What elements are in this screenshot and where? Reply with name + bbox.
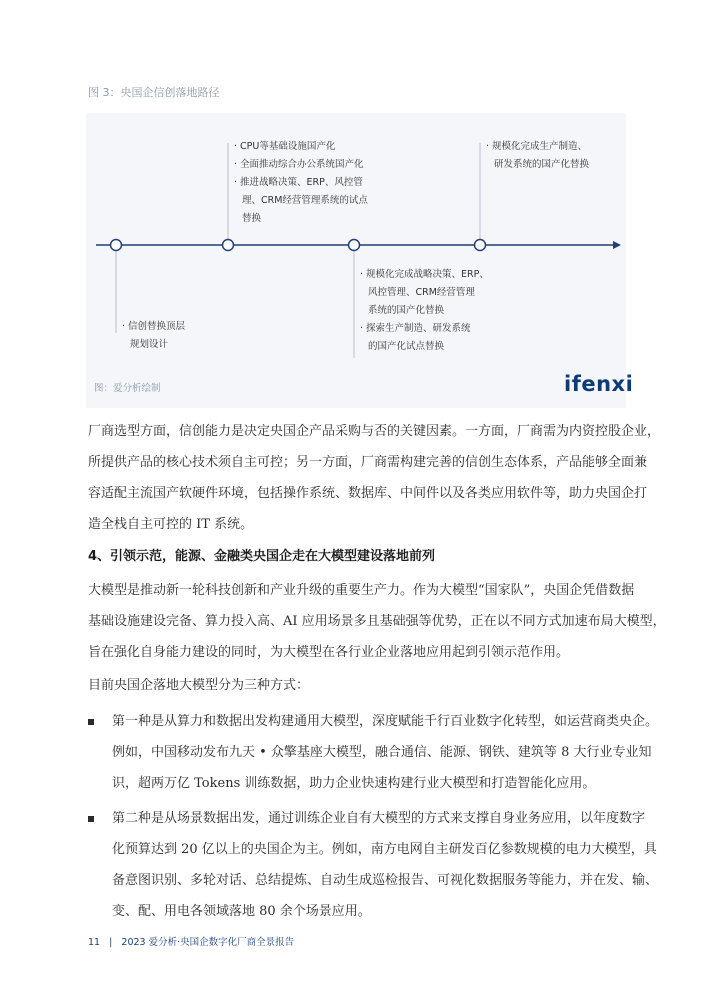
milestone-line: 规划设计 [130,339,169,350]
milestone-2-text [234,138,368,228]
bullet-item-2 [112,803,659,927]
report-title: 2023 爱分析·央国企数字化厂商全景报告 [121,937,295,948]
figure-caption: 图 3：央国企信创落地路径 [88,86,220,99]
milestone-line: · 探索生产制造、研发系统 [360,323,471,334]
milestone-1-text [122,318,185,354]
paragraph-line: 大模型是推动新一轮科技创新和产业升级的重要生产力。作为大模型“国家队”，央国企凭借数据 [88,583,635,598]
bullet-line: 识，超两万亿 Tokens 训练数据，助力企业快速构建行业大模型和打造智能化应用。 [112,776,596,791]
bullet-item-1 [112,706,659,799]
milestone-line: · 信创替换顶层 [122,321,186,332]
paragraph-line: 所提供产品的核心技术须自主可控；另一方面，厂商需构建完善的信创生态体系，产品能够全面兼 [88,455,648,470]
bullet-square-icon [88,816,94,822]
milestone-line: · 规模化完成战略决策、ERP、 [360,269,489,280]
milestone-3-text [360,266,489,356]
bullet-line: 第一种是从算力和数据出发构建通用大模型，深度赋能千行百业数字化转型，如运营商类央企。 [112,714,659,729]
intro-paragraph [88,416,661,540]
page-number: 11 [88,937,101,948]
milestone-line: · 推进战略决策、ERP、风控管 [234,177,363,188]
milestone-line: · CPU等基础设施国产化 [234,141,336,152]
paragraph-line: 基础设施建设完备、算力投入高、AI 应用场景多且基础强等优势，正在以不同方式加速布局大模型， [88,614,666,629]
timeline-node-1 [111,240,122,251]
figure-roadmap [86,113,634,408]
bullet-line: 例如，中国移动发布九天 • 众擎基座大模型，融合通信、能源、钢铁、建筑等 8 大行业专业知 [112,745,652,760]
milestone-line: · 规模化完成生产制造、 [486,141,588,152]
footer-separator: | [109,937,113,948]
page-footer [88,934,294,948]
paragraph-line: 容适配主流国产软硬件环境，包括操作系统、数据库、中间件以及各类应用软件等，助力央国企打 [88,486,648,501]
milestone-line: 的国产化试点替换 [368,341,445,352]
paragraph-line: 旨在强化自身能力建设的同时，为大模型在各行业企业落地应用起到引领示范作用。 [88,645,570,660]
milestone-line: 理、CRM经营管理系统的试点 [242,195,368,206]
bullet-line: 变、配、用电各领域落地 80 余个场景应用。 [112,904,371,919]
milestone-line: 风控管理、CRM经营管理 [368,287,475,298]
paragraph-line: 目前央国企落地大模型分为三种方式： [88,678,310,693]
milestone-line: 研发系统的国产化替换 [494,159,590,170]
paragraph-line: 造全栈自主可控的 IT 系统。 [88,517,254,532]
bullet-line: 备意图识别、多轮对话、总结提炼、自动生成巡检报告、可视化数据服务等能力，并在发、输、 [112,873,659,888]
timeline-node-4 [475,240,486,251]
timeline-node-2 [223,240,234,251]
section-heading: 4、引领示范，能源、金融类央国企走在大模型建设落地前列 [88,549,436,564]
paragraph-line: 厂商选型方面，信创能力是决定央国企产品采购与否的关键因素。一方面，厂商需为内资控股企业， [88,424,661,439]
section-paragraph [88,575,666,668]
bullet-line: 第二种是从场景数据出发，通过训练企业自有大模型的方式来支撑自身业务应用，以年度数字 [112,811,646,826]
milestone-line: 系统的国产化替换 [368,305,445,316]
timeline-node-3 [349,240,360,251]
figure-source: 图：爱分析绘制 [94,383,161,394]
bullet-line: 化预算达到 20 亿以上的央国企为主。例如，南方电网自主研发百亿参数规模的电力大模型，具 [112,842,657,857]
list-intro [88,670,623,701]
milestone-line: · 全面推动综合办公系统国产化 [234,159,364,170]
ifenxi-logo: ifenxi [564,372,634,396]
milestone-line: 替换 [242,213,262,224]
milestone-4-text [486,138,589,174]
bullet-square-icon [88,719,94,725]
timeline-arrowhead [613,241,621,249]
